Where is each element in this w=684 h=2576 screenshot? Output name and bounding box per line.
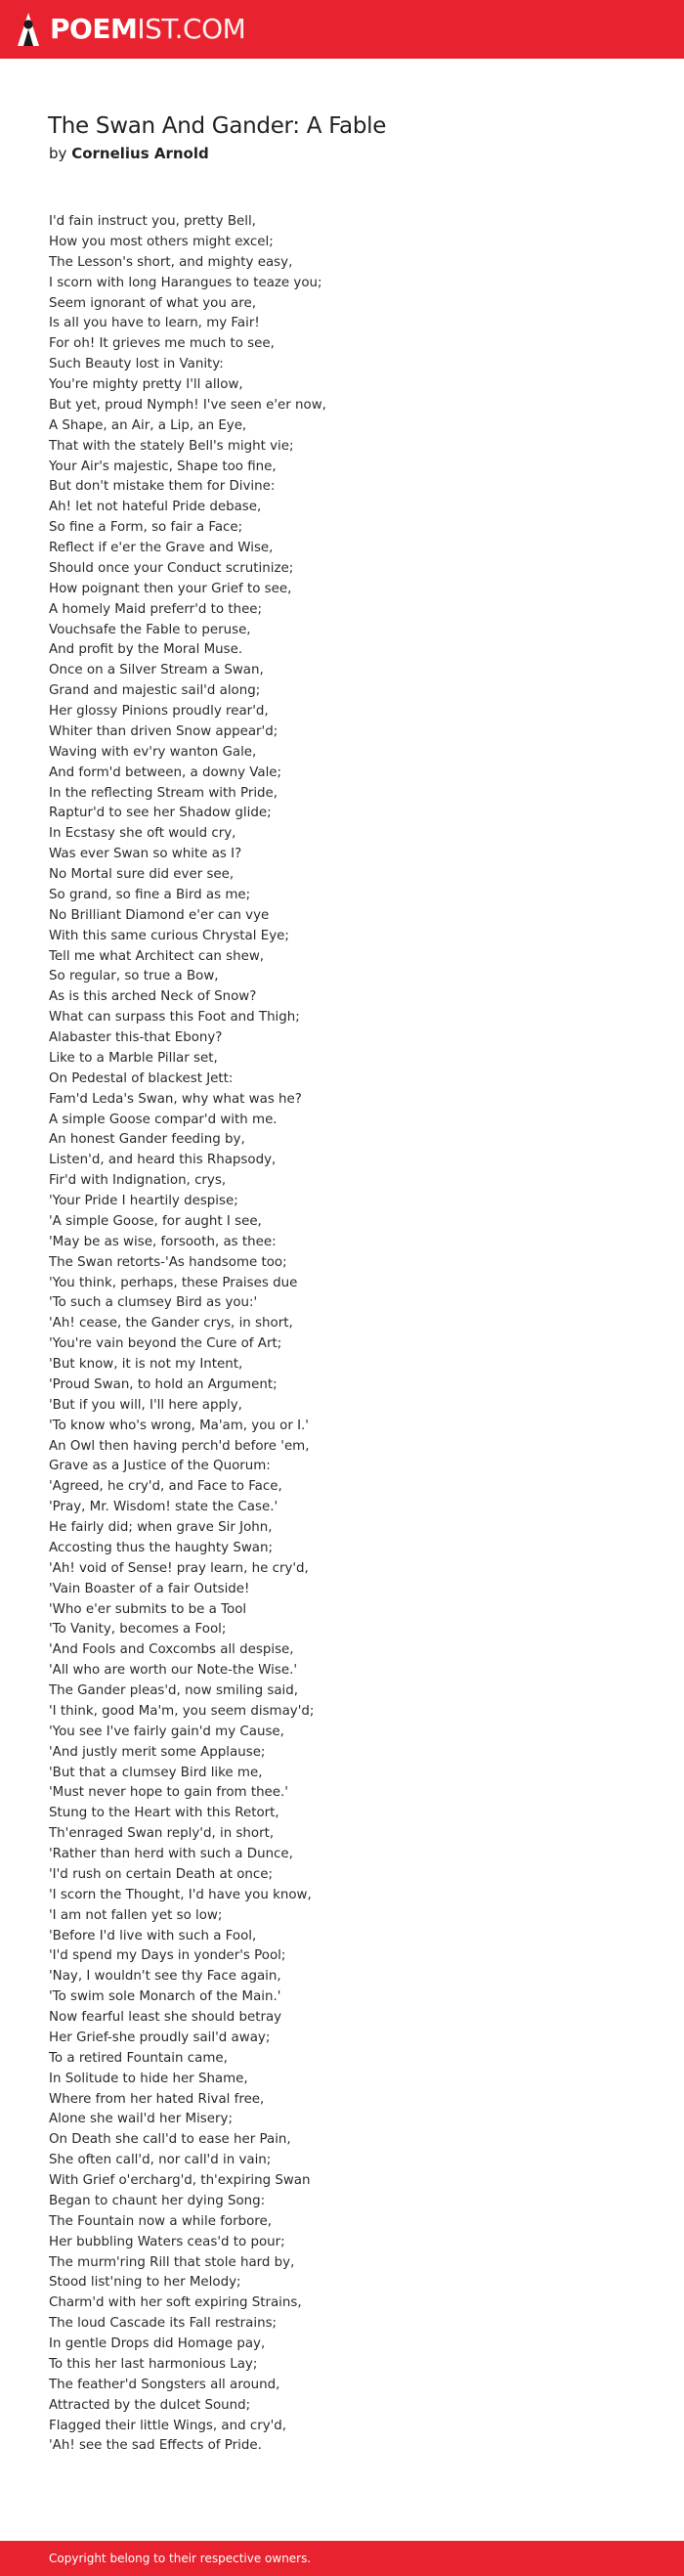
poem-line: 'To know who's wrong, Ma'am, you or I.' [49, 1418, 309, 1433]
poem-line: Was ever Swan so white as I? [49, 847, 242, 862]
poem-line: 'To Vanity, becomes a Fool; [49, 1622, 227, 1637]
poem-line: Once on a Silver Stream a Swan, [49, 663, 264, 678]
poem-line: 'But that a clumsey Bird like me, [49, 1765, 263, 1780]
poem-line: 'Nay, I wouldn't see thy Face again, [49, 1969, 281, 1985]
poem-line: Flagged their little Wings, and cry'd, [49, 2418, 287, 2433]
poem-line: Now fearful least she should betray [49, 2010, 282, 2025]
site-header [0, 0, 684, 59]
poem-line: Alone she wail'd her Misery; [49, 2112, 233, 2127]
logo-brand-text: POEM [50, 13, 138, 45]
poem-line: So regular, so true a Bow, [49, 969, 219, 984]
logo-domain-text: IST.COM [137, 13, 246, 45]
poem-line: 'Ah! see the sad Effects of Pride. [49, 2438, 262, 2454]
poem-line: Where from her hated Rival free, [49, 2091, 265, 2107]
logo-wordmark [50, 13, 245, 46]
poem-title: The Swan And Gander: A Fable [48, 113, 387, 139]
poem-line: I'd fain instruct you, pretty Bell, [49, 214, 256, 229]
poem-line: Accosting thus the haughty Swan; [49, 1540, 273, 1555]
poem-line: Reflect if e'er the Grave and Wise, [49, 541, 274, 555]
poem-line: 'Must never hope to gain from thee.' [49, 1785, 288, 1801]
poem-line: 'Who e'er submits to be a Tool [49, 1601, 247, 1617]
poem-line: Alabaster this-that Ebony? [49, 1030, 223, 1045]
poem-line: But don't mistake them for Divine: [49, 479, 276, 495]
poem-line: 'Ah! cease, the Gander crys, in short, [49, 1316, 293, 1332]
poem-line: 'Ah! void of Sense! pray learn, he cry'd, [49, 1560, 309, 1576]
poem-line: Vouchsafe the Fable to peruse, [49, 622, 251, 637]
poem-line: Grave as a Justice of the Quorum: [49, 1459, 271, 1474]
poem-line: As is this arched Neck of Snow? [49, 989, 257, 1005]
poem-line: 'Rather than herd with such a Dunce, [49, 1847, 293, 1861]
poem-line: 'A simple Goose, for aught I see, [49, 1213, 262, 1229]
poem-line: A homely Maid preferr'd to thee; [49, 601, 263, 617]
poem-line: Listen'd, and heard this Rhapsody, [49, 1153, 277, 1168]
poem-line: 'You see I've fairly gain'd my Cause, [49, 1724, 284, 1739]
poem-line: 'I scorn the Thought, I'd have you know, [49, 1887, 312, 1902]
poem-line: Fam'd Leda's Swan, why what was he? [49, 1091, 302, 1107]
poem-line: Raptur'd to see her Shadow glide; [49, 806, 272, 821]
poem-line: 'And justly merit some Applause; [49, 1744, 266, 1760]
poem-line: You're mighty pretty I'll allow, [49, 377, 243, 392]
poem-line: Her Grief-she proudly sail'd away; [49, 2030, 271, 2045]
poem-line: An Owl then having perch'd before 'em, [49, 1438, 310, 1454]
poem-line: Th'enraged Swan reply'd, in short, [49, 1826, 275, 1842]
poem-line: Waving with ev'ry wanton Gale, [49, 744, 257, 760]
copyright-notice: Copyright belong to their respective owners. [49, 2552, 312, 2565]
poem-body [49, 212, 326, 2457]
poem-line: She often call'd, nor call'd in vain; [49, 2153, 272, 2168]
poem-line: 'You think, perhaps, these Praises due [49, 1275, 298, 1290]
poem-line: 'To swim sole Monarch of the Main.' [49, 1989, 281, 2005]
poem-line: The Swan retorts-'As handsome too; [49, 1254, 287, 1270]
poem-line: Like to a Marble Pillar set, [49, 1050, 218, 1066]
poem-line: In Ecstasy she oft would cry, [49, 826, 236, 842]
poem-line: The Lesson's short, and mighty easy, [49, 254, 293, 270]
poem-line: I scorn with long Harangues to teaze you; [49, 275, 322, 290]
poem-line: On Pedestal of blackest Jett: [49, 1070, 234, 1086]
poem-line: The Fountain now a while forbore, [49, 2213, 273, 2229]
poem-line: With Grief o'ercharg'd, th'expiring Swan [49, 2173, 311, 2188]
poem-line: 'May be as wise, forsooth, as thee: [49, 1234, 277, 1249]
poem-byline [49, 144, 209, 163]
poem-line: Stung to the Heart with this Retort, [49, 1806, 279, 1821]
poem-line: 'I think, good Ma'm, you seem dismay'd; [49, 1703, 315, 1719]
poem-line: No Brilliant Diamond e'er can vye [49, 907, 270, 923]
quill-pen-nib-icon [18, 13, 39, 46]
poem-line: 'All who are worth our Note-the Wise.' [49, 1663, 298, 1679]
poem-line: 'But if you will, I'll here apply, [49, 1397, 242, 1413]
poem-line: 'And Fools and Coxcombs all despise, [49, 1642, 294, 1658]
poem-line: What can surpass this Foot and Thigh; [49, 1010, 300, 1026]
poem-line: And form'd between, a downy Vale; [49, 764, 282, 780]
poem-line: How poignant then your Grief to see, [49, 581, 292, 596]
poem-line: Such Beauty lost in Vanity: [49, 357, 224, 372]
poem-line: And profit by the Moral Muse. [49, 642, 243, 658]
poem-line: With this same curious Chrystal Eye; [49, 928, 289, 943]
poem-line: 'I am not fallen yet so low; [49, 1907, 223, 1923]
poem-line: 'Vain Boaster of a fair Outside! [49, 1581, 250, 1596]
poem-line: Stood list'ning to her Melody; [49, 2275, 241, 2291]
byline-prefix: by [49, 145, 67, 162]
poem-line: Grand and majestic sail'd along; [49, 683, 261, 699]
poem-line: The loud Cascade its Fall restrains; [49, 2316, 278, 2332]
poem-line: 'To such a clumsey Bird as you:' [49, 1295, 258, 1311]
poem-line: No Mortal sure did ever see, [49, 867, 235, 882]
poem-line: Her glossy Pinions proudly rear'd, [49, 704, 269, 719]
poem-line: 'I'd rush on certain Death at once; [49, 1866, 273, 1882]
poem-line: That with the stately Bell's might vie; [49, 438, 294, 454]
poem-line: A simple Goose compar'd with me. [49, 1112, 278, 1127]
poem-line: Should once your Conduct scrutinize; [49, 560, 294, 576]
poem-line: An honest Gander feeding by, [49, 1132, 245, 1148]
poem-line: 'But know, it is not my Intent, [49, 1357, 243, 1372]
poem-line: Tell me what Architect can shew, [49, 948, 265, 964]
poem-line: 'I'd spend my Days in yonder's Pool; [49, 1948, 286, 1964]
poem-line: How you most others might excel; [49, 234, 274, 249]
poem-line: Her bubbling Waters ceas'd to pour; [49, 2234, 285, 2249]
poem-line: 'Proud Swan, to hold an Argument; [49, 1376, 278, 1392]
poem-line: Fir'd with Indignation, crys, [49, 1173, 227, 1189]
poem-line: A Shape, an Air, a Lip, an Eye, [49, 417, 247, 433]
poem-line: 'Agreed, he cry'd, and Face to Face, [49, 1479, 282, 1495]
poem-line: In gentle Drops did Homage pay, [49, 2336, 266, 2351]
poem-line: So grand, so fine a Bird as me; [49, 887, 251, 902]
poem-line: Ah! let not hateful Pride debase, [49, 500, 262, 515]
poem-line: On Death she call'd to ease her Pain, [49, 2132, 291, 2148]
site-logo[interactable] [18, 13, 245, 46]
poem-line: 'You're vain beyond the Cure of Art; [49, 1336, 282, 1352]
poem-line: In the reflecting Stream with Pride, [49, 785, 278, 801]
poem-line: But yet, proud Nymph! I've seen e'er now, [49, 397, 326, 413]
poem-line: Began to chaunt her dying Song: [49, 2193, 266, 2208]
poem-author-link[interactable]: Cornelius Arnold [71, 145, 209, 162]
poem-line: The Gander pleas'd, now smiling said, [49, 1683, 299, 1698]
poem-line: The feather'd Songsters all around, [49, 2377, 280, 2392]
poem-line: Is all you have to learn, my Fair! [49, 316, 260, 331]
poem-line: So fine a Form, so fair a Face; [49, 520, 243, 536]
poem-line: Charm'd with her soft expiring Strains, [49, 2295, 302, 2311]
poem-line: Your Air's majestic, Shape too fine, [49, 458, 277, 474]
poem-line: In Solitude to hide her Shame, [49, 2071, 248, 2086]
poem-line: Whiter than driven Snow appear'd; [49, 723, 278, 739]
poem-line: Seem ignorant of what you are, [49, 295, 256, 311]
poem-line: The murm'ring Rill that stole hard by, [49, 2254, 295, 2270]
poem-line: For oh! It grieves me much to see, [49, 336, 275, 352]
poem-line: 'Pray, Mr. Wisdom! state the Case.' [49, 1500, 278, 1515]
site-footer [0, 2541, 684, 2576]
poem-line: To this her last harmonious Lay; [49, 2356, 258, 2372]
poem-line: 'Before I'd live with such a Fool, [49, 1928, 257, 1943]
poem-line: Attracted by the dulcet Sound; [49, 2397, 251, 2413]
poem-line: 'Your Pride I heartily despise; [49, 1194, 238, 1208]
poem-line: He fairly did; when grave Sir John, [49, 1520, 273, 1535]
poem-line: To a retired Fountain came, [49, 2050, 228, 2066]
